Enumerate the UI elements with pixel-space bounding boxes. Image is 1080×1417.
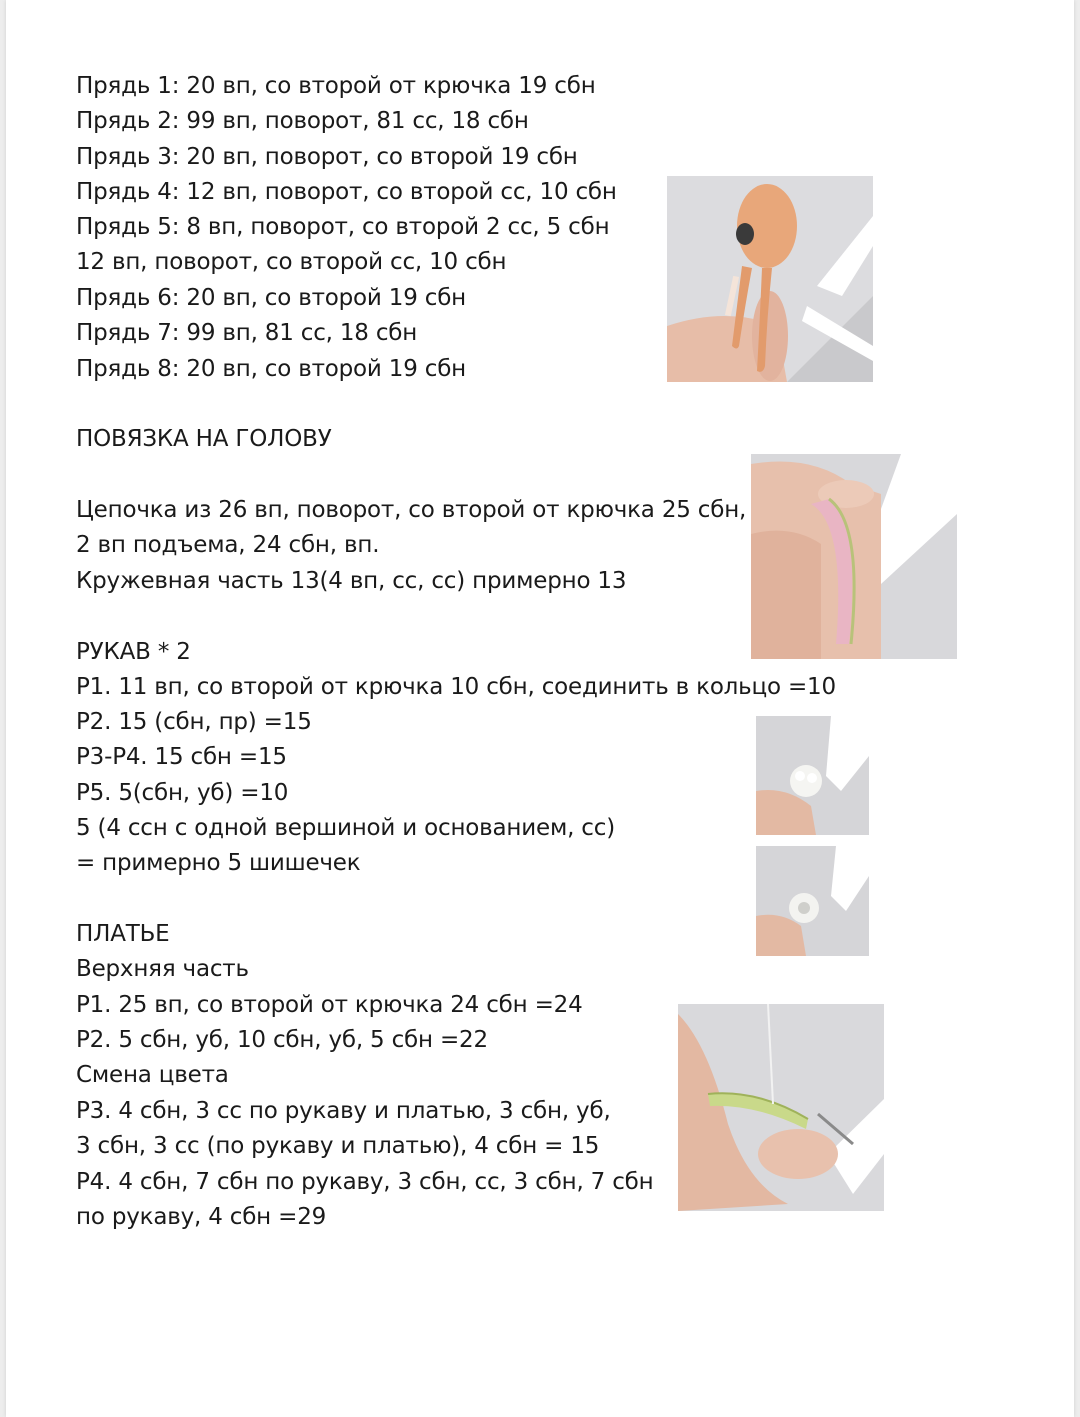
strand-line: Прядь 5: 8 вп, поворот, со второй 2 сс, 5 сбн bbox=[76, 214, 610, 240]
dress-line: Р3. 4 сбн, 3 сс по рукаву и платью, 3 сбн, уб, bbox=[76, 1098, 611, 1124]
dress-subtitle: Верхняя часть bbox=[76, 956, 249, 982]
sleeve-line: = примерно 5 шишечек bbox=[76, 850, 361, 876]
dress-line: Смена цвета bbox=[76, 1062, 229, 1088]
sleeve-line: Р3-Р4. 15 сбн =15 bbox=[76, 744, 287, 770]
sleeve-photo-2 bbox=[756, 846, 869, 956]
document-page bbox=[6, 0, 1074, 1417]
sleeve-illustration-2 bbox=[756, 846, 869, 956]
strand-line: Прядь 4: 12 вп, поворот, со второй сс, 10 сбн bbox=[76, 179, 617, 205]
sleeve-photo-1 bbox=[756, 716, 869, 835]
doll-head-photo bbox=[667, 176, 873, 382]
headband-line: Кружевная часть 13(4 вп, сс, сс) примерно 13 bbox=[76, 568, 627, 594]
sleeve-title: РУКАВ * 2 bbox=[76, 639, 191, 665]
headband-line: Цепочка из 26 вп, поворот, со второй от крючка 25 сбн, bbox=[76, 497, 747, 523]
headband-illustration bbox=[751, 454, 957, 659]
strand-line: Прядь 8: 20 вп, со второй 19 сбн bbox=[76, 356, 467, 382]
sleeve-line: Р1. 11 вп, со второй от крючка 10 сбн, соединить в кольцо =10 bbox=[76, 674, 836, 700]
strand-line: Прядь 3: 20 вп, поворот, со второй 19 сбн bbox=[76, 144, 578, 170]
dress-line: 3 сбн, 3 сс (по рукаву и платью), 4 сбн = 15 bbox=[76, 1133, 600, 1159]
strand-line: Прядь 7: 99 вп, 81 сс, 18 сбн bbox=[76, 320, 418, 346]
headband-photo bbox=[751, 454, 957, 659]
dress-title: ПЛАТЬЕ bbox=[76, 921, 170, 947]
strand-line: Прядь 6: 20 вп, со второй 19 сбн bbox=[76, 285, 467, 311]
dress-line: по рукаву, 4 сбн =29 bbox=[76, 1204, 327, 1230]
dress-photo bbox=[678, 1004, 884, 1211]
headband-line: 2 вп подъема, 24 сбн, вп. bbox=[76, 532, 380, 558]
headband-title: ПОВЯЗКА НА ГОЛОВУ bbox=[76, 426, 332, 452]
sleeve-line: 5 (4 ссн с одной вершиной и основанием, сс) bbox=[76, 815, 615, 841]
strand-line: Прядь 1: 20 вп, со второй от крючка 19 сбн bbox=[76, 73, 596, 99]
dress-line: Р1. 25 вп, со второй от крючка 24 сбн =24 bbox=[76, 992, 583, 1018]
dress-line: Р4. 4 сбн, 7 сбн по рукаву, 3 сбн, сс, 3 сбн, 7 сбн bbox=[76, 1169, 654, 1195]
sleeve-illustration-1 bbox=[756, 716, 869, 835]
sleeve-line: Р2. 15 (сбн, пр) =15 bbox=[76, 709, 312, 735]
dress-line: Р2. 5 сбн, уб, 10 сбн, уб, 5 сбн =22 bbox=[76, 1027, 488, 1053]
sleeve-line: Р5. 5(сбн, уб) =10 bbox=[76, 780, 289, 806]
dress-illustration bbox=[678, 1004, 884, 1211]
strand-line: Прядь 2: 99 вп, поворот, 81 сс, 18 сбн bbox=[76, 108, 529, 134]
strand-line: 12 вп, поворот, со второй сс, 10 сбн bbox=[76, 249, 507, 275]
doll-head-illustration bbox=[667, 176, 873, 382]
